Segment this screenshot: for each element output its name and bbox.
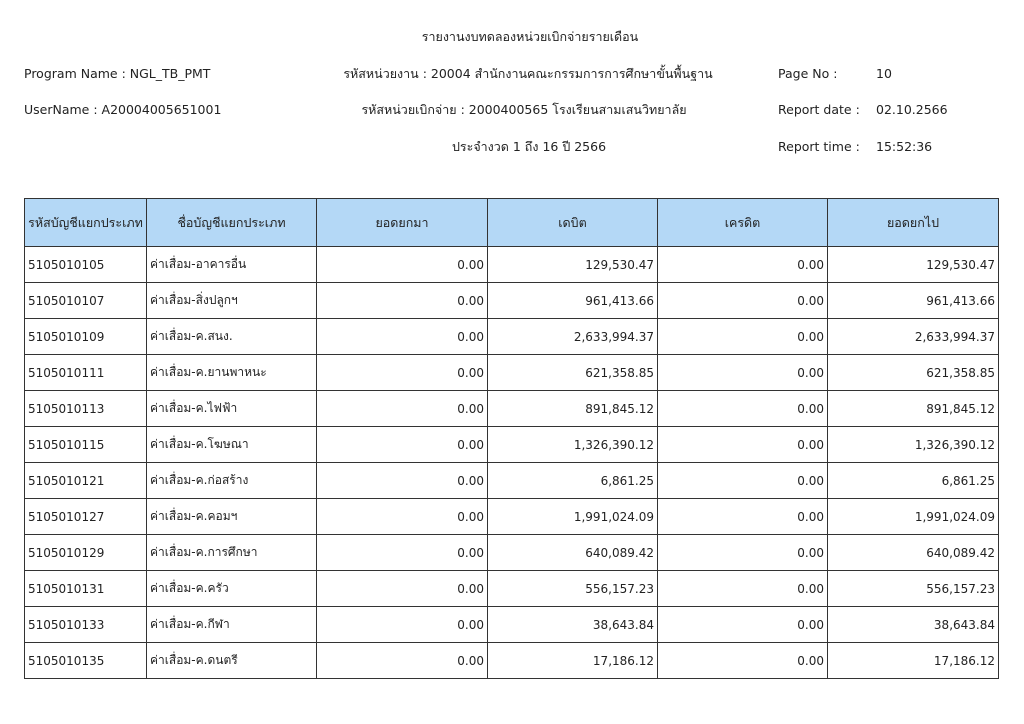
disbursing-unit: รหัสหน่วยเบิกจ่าย : 2000400565 โรงเรียนสามเสนวิทยาลัย	[361, 102, 687, 117]
cell-credit: 0.00	[658, 499, 828, 535]
cell-credit: 0.00	[658, 571, 828, 607]
table-row	[25, 571, 999, 607]
cell-account-name: ค่าเสื่อม-ค.สนง.	[147, 319, 317, 355]
report-period: ประจำงวด 1 ถึง 16 ปี 2566	[451, 139, 607, 154]
cell-opening-balance: 0.00	[317, 499, 488, 535]
report-time: 15:52:36	[876, 139, 933, 154]
cell-account-code: 5105010107	[25, 283, 147, 319]
cell-opening-balance: 0.00	[317, 427, 488, 463]
cell-account-name: ค่าเสื่อม-อาคารอื่น	[147, 247, 317, 283]
cell-opening-balance: 0.00	[317, 535, 488, 571]
table-row	[25, 607, 999, 643]
table-row	[25, 247, 999, 283]
cell-account-name: ค่าเสื่อม-ค.คอมฯ	[147, 499, 317, 535]
cell-debit: 556,157.23	[488, 571, 658, 607]
cell-debit: 6,861.25	[488, 463, 658, 499]
cell-opening-balance: 0.00	[317, 247, 488, 283]
cell-account-name: ค่าเสื่อม-ค.โฆษณา	[147, 427, 317, 463]
cell-debit: 961,413.66	[488, 283, 658, 319]
table-row	[25, 391, 999, 427]
header-debit: เดบิต	[488, 199, 658, 247]
user-name: UserName : A20004005651001	[24, 102, 222, 117]
table-body	[25, 247, 999, 679]
cell-debit: 621,358.85	[488, 355, 658, 391]
cell-credit: 0.00	[658, 607, 828, 643]
table-row	[25, 535, 999, 571]
table-row	[25, 499, 999, 535]
cell-account-code: 5105010135	[25, 643, 147, 679]
cell-credit: 0.00	[658, 247, 828, 283]
cell-closing-balance: 621,358.85	[828, 355, 999, 391]
cell-closing-balance: 129,530.47	[828, 247, 999, 283]
cell-closing-balance: 640,089.42	[828, 535, 999, 571]
cell-closing-balance: 1,991,024.09	[828, 499, 999, 535]
cell-debit: 2,633,994.37	[488, 319, 658, 355]
report-date: 02.10.2566	[876, 102, 948, 117]
cell-opening-balance: 0.00	[317, 319, 488, 355]
table-row	[25, 643, 999, 679]
page-number: 10	[876, 66, 892, 81]
cell-closing-balance: 556,157.23	[828, 571, 999, 607]
header-closing-balance: ยอดยกไป	[828, 199, 999, 247]
cell-account-code: 5105010131	[25, 571, 147, 607]
cell-closing-balance: 17,186.12	[828, 643, 999, 679]
cell-closing-balance: 6,861.25	[828, 463, 999, 499]
cell-account-code: 5105010133	[25, 607, 147, 643]
header-account-name: ชื่อบัญชีแยกประเภท	[147, 199, 317, 247]
table-row	[25, 427, 999, 463]
cell-opening-balance: 0.00	[317, 283, 488, 319]
table-row	[25, 463, 999, 499]
cell-closing-balance: 38,643.84	[828, 607, 999, 643]
cell-account-code: 5105010111	[25, 355, 147, 391]
cell-credit: 0.00	[658, 355, 828, 391]
cell-debit: 17,186.12	[488, 643, 658, 679]
header-account-code: รหัสบัญชีแยกประเภท	[25, 199, 147, 247]
cell-opening-balance: 0.00	[317, 607, 488, 643]
cell-credit: 0.00	[658, 535, 828, 571]
cell-account-code: 5105010121	[25, 463, 147, 499]
cell-account-name: ค่าเสื่อม-ค.ก่อสร้าง	[147, 463, 317, 499]
table-row	[25, 283, 999, 319]
cell-closing-balance: 2,633,994.37	[828, 319, 999, 355]
cell-credit: 0.00	[658, 643, 828, 679]
table-header-row	[25, 199, 999, 247]
cell-debit: 891,845.12	[488, 391, 658, 427]
cell-account-name: ค่าเสื่อม-ค.การศึกษา	[147, 535, 317, 571]
cell-account-name: ค่าเสื่อม-ค.กีฬา	[147, 607, 317, 643]
report-date-label: Report date :	[778, 102, 860, 117]
table-row	[25, 355, 999, 391]
cell-credit: 0.00	[658, 319, 828, 355]
report-time-label: Report time :	[778, 139, 860, 154]
cell-debit: 1,326,390.12	[488, 427, 658, 463]
table-row	[25, 319, 999, 355]
trial-balance-table	[24, 198, 999, 679]
cell-debit: 1,991,024.09	[488, 499, 658, 535]
cell-credit: 0.00	[658, 427, 828, 463]
program-name: Program Name : NGL_TB_PMT	[24, 66, 211, 81]
cell-debit: 640,089.42	[488, 535, 658, 571]
cell-opening-balance: 0.00	[317, 571, 488, 607]
cell-closing-balance: 891,845.12	[828, 391, 999, 427]
cell-account-name: ค่าเสื่อม-ค.ดนตรี	[147, 643, 317, 679]
cell-credit: 0.00	[658, 463, 828, 499]
cell-debit: 38,643.84	[488, 607, 658, 643]
cell-credit: 0.00	[658, 283, 828, 319]
cell-debit: 129,530.47	[488, 247, 658, 283]
cell-opening-balance: 0.00	[317, 391, 488, 427]
cell-opening-balance: 0.00	[317, 355, 488, 391]
page-label: Page No :	[778, 66, 838, 81]
cell-account-code: 5105010109	[25, 319, 147, 355]
agency-code: รหัสหน่วยงาน : 20004 สำนักงานคณะกรรมการการศึกษาขั้นพื้นฐาน	[343, 66, 713, 81]
cell-closing-balance: 1,326,390.12	[828, 427, 999, 463]
cell-account-name: ค่าเสื่อม-ค.ยานพาหนะ	[147, 355, 317, 391]
cell-account-code: 5105010129	[25, 535, 147, 571]
cell-account-code: 5105010127	[25, 499, 147, 535]
cell-account-name: ค่าเสื่อม-ค.ไฟฟ้า	[147, 391, 317, 427]
cell-account-code: 5105010113	[25, 391, 147, 427]
cell-account-name: ค่าเสื่อม-สิ่งปลูกฯ	[147, 283, 317, 319]
cell-closing-balance: 961,413.66	[828, 283, 999, 319]
cell-opening-balance: 0.00	[317, 463, 488, 499]
cell-credit: 0.00	[658, 391, 828, 427]
cell-account-code: 5105010105	[25, 247, 147, 283]
cell-account-code: 5105010115	[25, 427, 147, 463]
header-credit: เครดิต	[658, 199, 828, 247]
report-title: รายงานงบทดลองหน่วยเบิกจ่ายรายเดือน	[421, 29, 639, 44]
cell-account-name: ค่าเสื่อม-ค.ครัว	[147, 571, 317, 607]
header-opening-balance: ยอดยกมา	[317, 199, 488, 247]
cell-opening-balance: 0.00	[317, 643, 488, 679]
